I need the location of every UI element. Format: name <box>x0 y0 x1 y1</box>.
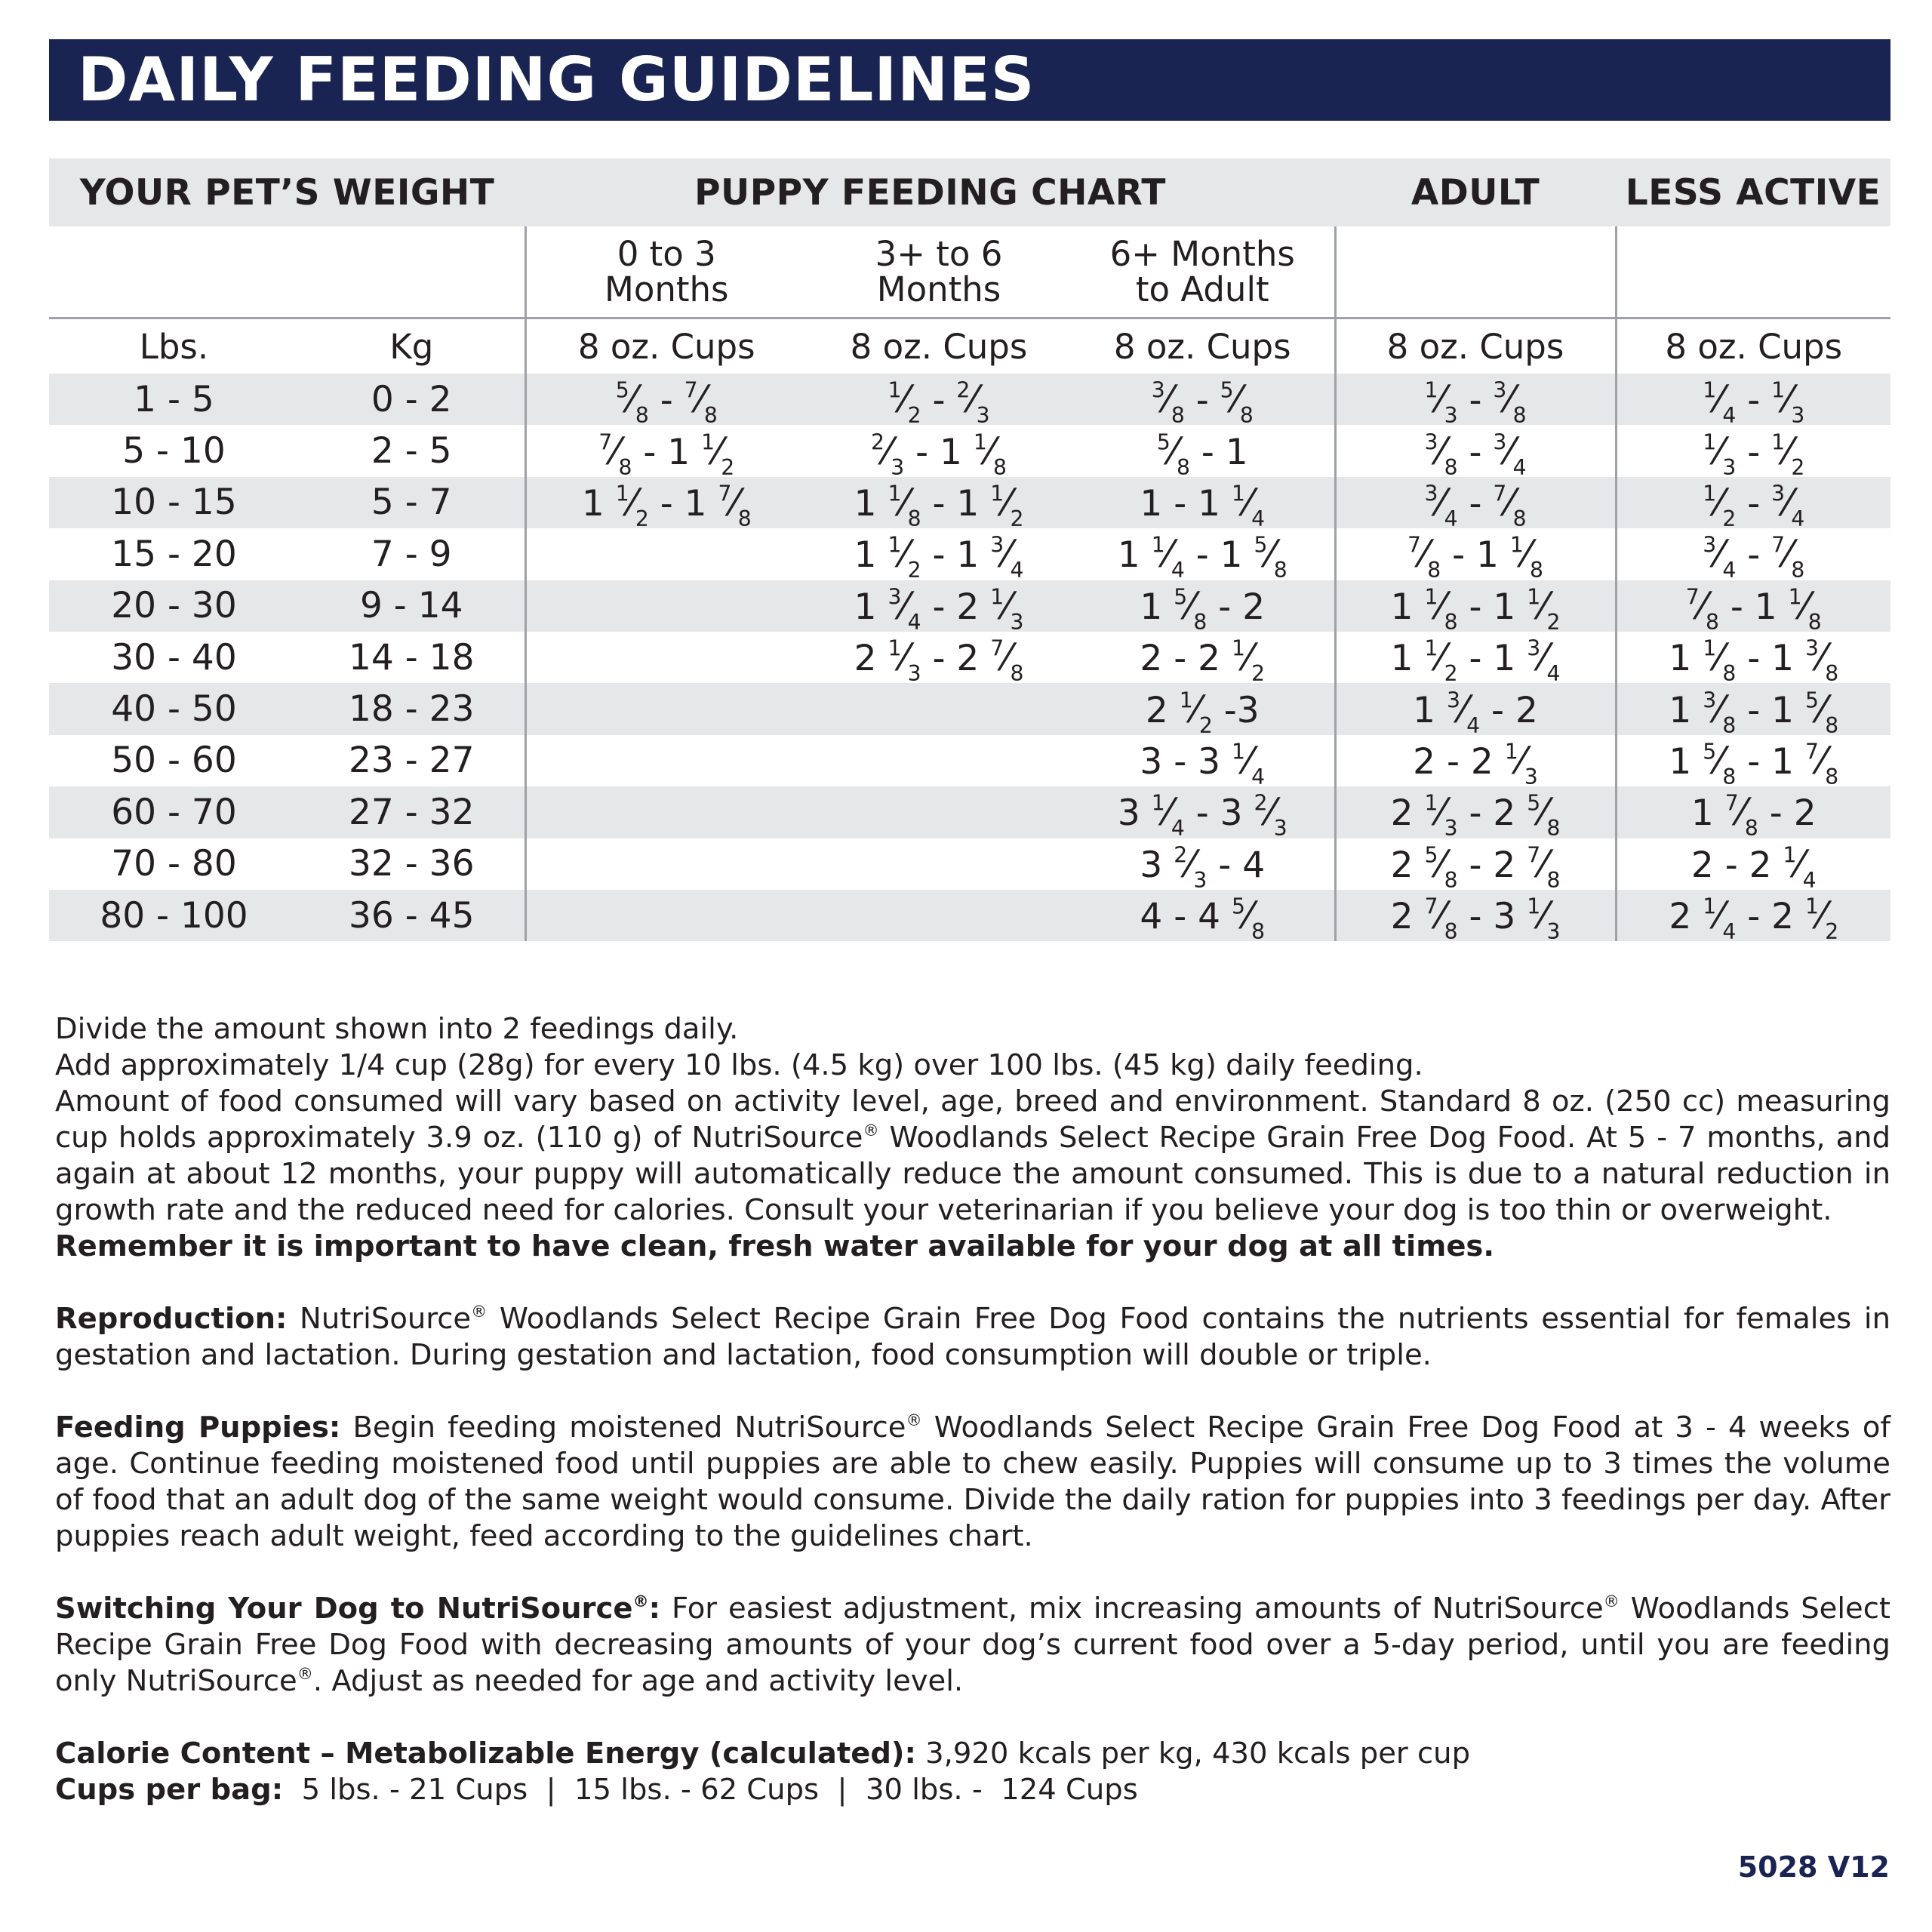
less-active-cups: 1 $^5⁄_8 - 1$ $^7⁄_8$ <box>1616 735 1890 786</box>
table-header-row <box>49 158 1890 226</box>
puppy-0-3-cups: 1 $^1⁄_2 - 1$ $^7⁄_8$ <box>525 477 807 528</box>
feeding-notes <box>55 1011 1890 1808</box>
adult-header: ADULT <box>1335 158 1616 226</box>
puppy-3-6-cups: 1 $^1⁄_2 - 1$ $^3⁄_4$ <box>854 532 1024 580</box>
weight-lbs: 40 - 50 <box>49 683 299 734</box>
puppy-3-6-cups <box>807 838 1071 890</box>
table-row <box>49 374 1890 425</box>
less-active-cups: $^1⁄_4$ - $^1⁄_3$ <box>1616 374 1890 425</box>
weight-kg: 27 - 32 <box>299 786 525 838</box>
puppy-0-3-cups <box>525 786 807 838</box>
reproduction-note: Reproduction: NutriSource® Woodlands Select Recipe Grain Free Dog Food contains the nutrients essential for females in gestation and lactation. During gestation and lactation, food consumption will double or triple. <box>55 1302 1890 1372</box>
age-3-6: 3+ to 6 Months <box>875 234 1003 309</box>
puppy-3-6-cups: 1 $^3⁄_4 - 2$ $^1⁄_3$ <box>807 580 1071 632</box>
age-row <box>49 226 1890 318</box>
less-active-cups: 2 $^1⁄_4 - 2$ $^1⁄_2$ <box>1616 890 1890 941</box>
weight-lbs: 50 - 60 <box>111 740 237 782</box>
age-blank-adult <box>1335 226 1616 318</box>
units-row <box>49 318 1890 374</box>
adult-cups: 1 $^1⁄_8 - 1$ $^1⁄_2$ <box>1335 580 1616 632</box>
puppy-0-3-cups <box>525 838 807 890</box>
puppy-6-adult-cups: 1 $^1⁄_4 - 1$ $^5⁄_8$ <box>1117 532 1287 580</box>
puppy-0-3-cups: $^7⁄_8 - 1$ $^1⁄_2$ <box>525 425 807 476</box>
puppy-6-adult-cups: 3 - 3 $^1⁄_4$ <box>1140 738 1266 787</box>
calorie-note: Calorie Content – Metabolizable Energy (calculated): 3,920 kcals per kg, 430 kcals per cup <box>55 1737 1471 1770</box>
note-line: Add approximately 1/4 cup (28g) for every 10 lbs. (4.5 kg) over 100 lbs. (45 kg) daily feeding. <box>55 1048 1423 1082</box>
table-row <box>49 786 1890 838</box>
table-row <box>49 425 1890 476</box>
table-row <box>49 735 1890 786</box>
less-active-cups: 2 - 2 $^1⁄_4$ <box>1616 838 1890 890</box>
unit-cups: 8 oz. Cups <box>1071 318 1335 374</box>
less-active-cups: 1 $^1⁄_8 - 1$ $^3⁄_8$ <box>1616 632 1890 683</box>
puppy-3-6-cups <box>807 786 1071 838</box>
table-row <box>49 580 1890 632</box>
table-row <box>49 890 1890 941</box>
note-paragraph: Amount of food consumed will vary based on activity level, age, breed and environment. Standard 8 oz. (250 cc) measuring cup holds approximately 3.9 oz. (110 g) of NutriSource® Woodlands Select Recipe Grain Free Dog Food. At 5 - 7 months, and again at about 12 months, your puppy will automatically reduce the amount consumed. This is due to a natural reduction in growth rate and the reduced need for calories. Consult your veterinarian if you believe your dog is too thin or overweight. Remember it is important to have clean, fresh water available for your dog at all times. <box>55 1084 1891 1263</box>
puppy-0-3-cups <box>525 890 807 941</box>
weight-lbs: 70 - 80 <box>111 843 237 885</box>
table-row <box>49 477 1890 528</box>
product-code: 5028 V12 <box>1737 1850 1890 1884</box>
less-active-cups: 1 $^7⁄_8 - 2$ <box>1616 786 1890 838</box>
puppy-3-6-cups: 2 $^1⁄_3 - 2$ $^7⁄_8$ <box>854 635 1024 684</box>
water-reminder: Remember it is important to have clean, fresh water available for your dog at all times. <box>55 1229 1494 1263</box>
puppy-header: PUPPY FEEDING CHART <box>525 158 1335 226</box>
weight-kg: 18 - 23 <box>299 683 525 734</box>
adult-cups: 2 - 2 $^1⁄_3$ <box>1335 735 1616 786</box>
less-active-cups: $^1⁄_2$ - $^3⁄_4$ <box>1616 477 1890 528</box>
less-active-header: LESS ACTIVE <box>1616 158 1890 226</box>
note-line: Divide the amount shown into 2 feedings daily. <box>55 1012 739 1046</box>
weight-kg: 0 - 2 <box>299 374 525 425</box>
age-blank <box>49 226 525 318</box>
weight-header: YOUR PET’S WEIGHT <box>49 158 525 226</box>
puppy-0-3-cups: $^5⁄_8$ - $^7⁄_8$ <box>525 374 807 425</box>
puppy-6-adult-cups: 2 - 2 $^1⁄_2$ <box>1140 635 1266 684</box>
puppy-0-3-cups <box>525 528 807 580</box>
weight-kg: 32 - 36 <box>349 843 475 885</box>
adult-cups: 2 $^5⁄_8 - 2$ $^7⁄_8$ <box>1335 838 1616 890</box>
puppy-6-adult-cups: 3 $^2⁄_3 - 4$ <box>1140 841 1266 890</box>
adult-cups: $^3⁄_8$ - $^3⁄_4$ <box>1335 425 1616 476</box>
age-blank-less-active <box>1616 226 1890 318</box>
weight-kg: 23 - 27 <box>349 740 475 782</box>
feeding-table <box>49 158 1890 941</box>
less-active-cups: $^3⁄_4$ - $^7⁄_8$ <box>1616 528 1890 580</box>
puppy-6-adult-cups: $^3⁄_8$ - $^5⁄_8$ <box>1071 374 1335 425</box>
table-row <box>49 683 1890 734</box>
weight-kg: 5 - 7 <box>299 477 525 528</box>
adult-cups: $^1⁄_3$ - $^3⁄_8$ <box>1335 374 1616 425</box>
age-0-3: 0 to 3 Months <box>525 226 807 318</box>
puppy-3-6-cups: 1 $^1⁄_8 - 1$ $^1⁄_2$ <box>807 477 1071 528</box>
puppies-note: Feeding Puppies: Begin feeding moistened NutriSource® Woodlands Select Recipe Grain Free Dog Food at 3 - 4 weeks of age. Continue feeding moistened food until puppies are able to chew easily. Puppies will consume up to 3 times the volume of food that an adult dog of the same weight would consume. Divide the daily ration for puppies into 3 feedings per day. After puppies reach adult weight, feed according to the guidelines chart. <box>55 1411 1890 1553</box>
weight-kg: 2 - 5 <box>371 430 452 472</box>
table-row <box>49 528 1890 580</box>
unit-lbs: Lbs. <box>49 318 299 374</box>
puppy-3-6-cups <box>807 890 1071 941</box>
weight-lbs: 30 - 40 <box>111 636 237 678</box>
weight-lbs: 20 - 30 <box>49 580 299 632</box>
cups-per-bag-note: Cups per bag: 5 lbs. - 21 Cups | 15 lbs. - 62 Cups | 30 lbs. - 124 Cups <box>55 1773 1138 1807</box>
table-row <box>49 838 1890 890</box>
puppy-3-6-cups <box>807 735 1071 786</box>
weight-kg: 7 - 9 <box>371 533 452 575</box>
weight-lbs: 60 - 70 <box>49 786 299 838</box>
puppy-0-3-cups <box>525 735 807 786</box>
weight-kg: 9 - 14 <box>299 580 525 632</box>
age-6-adult: 6+ Months to Adult <box>1109 234 1295 309</box>
puppy-0-3-cups <box>525 632 807 683</box>
less-active-cups: 1 $^3⁄_8 - 1$ $^5⁄_8$ <box>1616 683 1890 734</box>
puppy-6-adult-cups: 2 $^1⁄_2$ -3 <box>1071 683 1335 734</box>
puppy-3-6-cups <box>807 683 1071 734</box>
puppy-6-adult-cups: 4 - 4 $^5⁄_8$ <box>1071 890 1335 941</box>
switching-note: Switching Your Dog to NutriSource®: For easiest adjustment, mix increasing amounts of NutriSource® Woodlands Select Recipe Grain Free Dog Food with decreasing amounts of your dog’s current food over a 5-day period, until you are feeding only NutriSource®. Adjust as needed for age and activity level. <box>55 1592 1890 1698</box>
less-active-cups: $^7⁄_8 - 1$ $^1⁄_8$ <box>1616 580 1890 632</box>
less-active-cups: $^1⁄_3$ - $^1⁄_2$ <box>1616 425 1890 476</box>
adult-cups: 1 $^1⁄_2 - 1$ $^3⁄_4$ <box>1335 632 1616 683</box>
puppy-6-adult-cups: $^5⁄_8 - 1$ <box>1156 429 1248 477</box>
weight-kg: 14 - 18 <box>349 636 475 678</box>
unit-cups: 8 oz. Cups <box>807 318 1071 374</box>
weight-lbs: 15 - 20 <box>111 533 237 575</box>
unit-cups: 8 oz. Cups <box>1335 318 1616 374</box>
puppy-3-6-cups: $^2⁄_3 - 1$ $^1⁄_8$ <box>871 429 1007 477</box>
adult-cups: $^7⁄_8 - 1$ $^1⁄_8$ <box>1335 528 1616 580</box>
unit-cups: 8 oz. Cups <box>1616 318 1890 374</box>
adult-cups: $^3⁄_4$ - $^7⁄_8$ <box>1335 477 1616 528</box>
puppy-6-adult-cups: 1 $^5⁄_8 - 2$ <box>1071 580 1335 632</box>
page-title: DAILY FEEDING GUIDELINES <box>49 39 1890 121</box>
adult-cups: 1 $^3⁄_4 - 2$ <box>1335 683 1616 734</box>
adult-cups: 2 $^7⁄_8 - 3$ $^1⁄_3$ <box>1335 890 1616 941</box>
unit-cups: 8 oz. Cups <box>525 318 807 374</box>
weight-lbs: 1 - 5 <box>49 374 299 425</box>
weight-lbs: 80 - 100 <box>49 890 299 941</box>
weight-lbs: 5 - 10 <box>122 430 226 472</box>
table-row <box>49 632 1890 683</box>
puppy-6-adult-cups: 1 - 1 $^1⁄_4$ <box>1071 477 1335 528</box>
puppy-6-adult-cups: 3 $^1⁄_4 - 3$ $^2⁄_3$ <box>1071 786 1335 838</box>
weight-kg: 36 - 45 <box>299 890 525 941</box>
puppy-0-3-cups <box>525 580 807 632</box>
adult-cups: 2 $^1⁄_3 - 2$ $^5⁄_8$ <box>1335 786 1616 838</box>
puppy-0-3-cups <box>525 683 807 734</box>
unit-kg: Kg <box>299 318 525 374</box>
puppy-3-6-cups: $^1⁄_2$ - $^2⁄_3$ <box>807 374 1071 425</box>
weight-lbs: 10 - 15 <box>49 477 299 528</box>
